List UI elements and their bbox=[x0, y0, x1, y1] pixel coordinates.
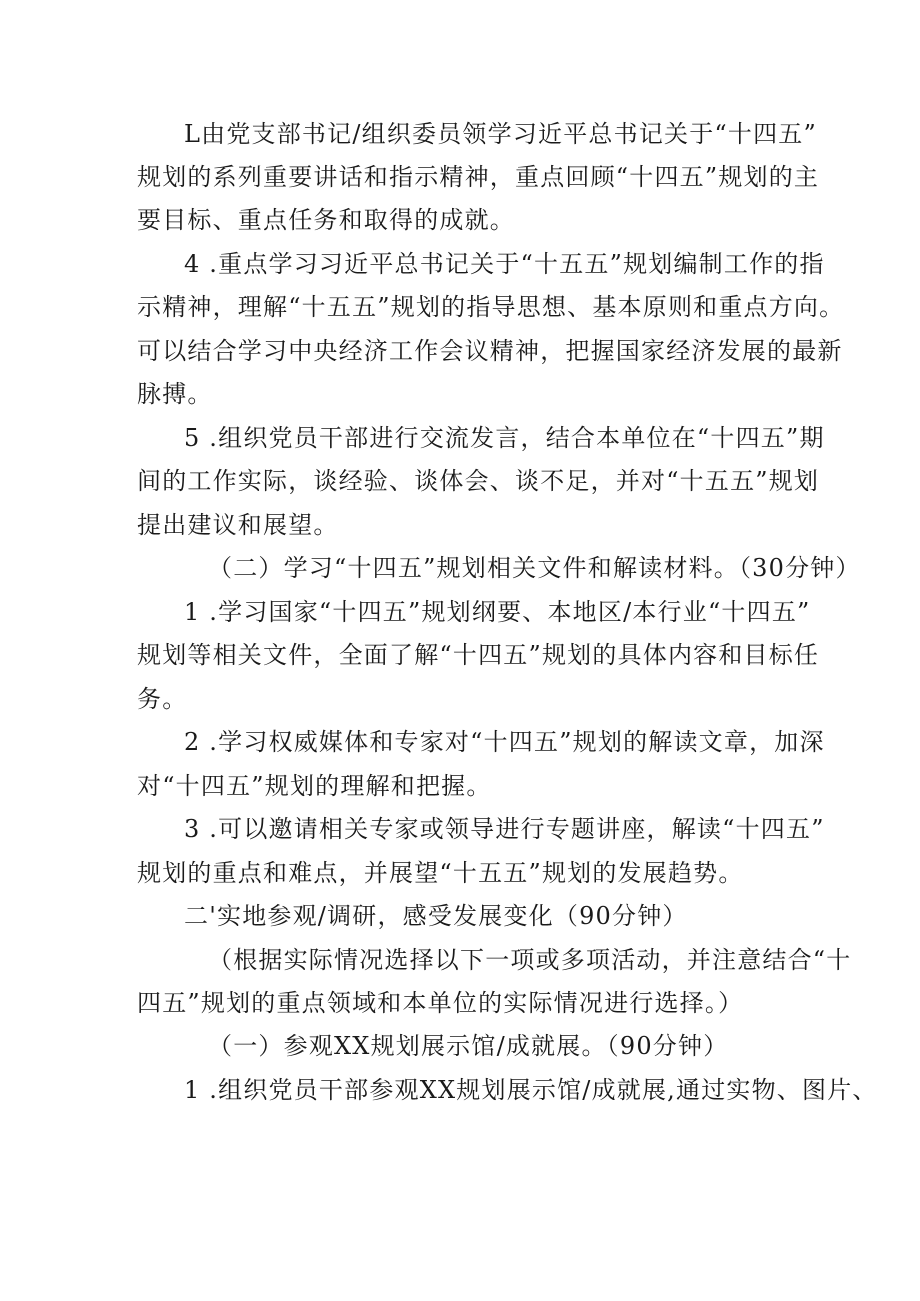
paragraph-line: 1 .学习国家“十四五”规划纲要、本地区/本行业“十四五” bbox=[184, 598, 811, 626]
paragraph-line: 务。 bbox=[137, 685, 188, 713]
section-heading: 二'实地参观/调研，感受发展变化（90分钟） bbox=[184, 902, 688, 930]
paragraph-line: 2 .学习权威媒体和专家对“十四五”规划的解读文章，加深 bbox=[184, 728, 825, 756]
paragraph-line: 1 .组织党员干部参观XX规划展示馆/成就展,通过实物、图片、 bbox=[184, 1076, 878, 1104]
section-heading: （一）参观XX规划展示馆/成就展。（90分钟） bbox=[208, 1032, 729, 1060]
paragraph-line: （根据实际情况选择以下一项或多项活动，并注意结合“十 bbox=[208, 946, 852, 974]
paragraph-line: 脉搏。 bbox=[137, 380, 213, 408]
paragraph-line: 提出建议和展望。 bbox=[137, 511, 339, 539]
paragraph-line: 间的工作实际，谈经验、谈体会、谈不足，并对“十五五”规划 bbox=[137, 467, 820, 495]
paragraph-line: 对“十四五”规划的理解和把握。 bbox=[137, 772, 492, 800]
paragraph-line: 规划的重点和难点，并展望“十五五”规划的发展趋势。 bbox=[137, 859, 744, 887]
paragraph-line: 3 .可以邀请相关专家或领导进行专题讲座，解读“十四五” bbox=[184, 815, 825, 843]
paragraph-line: 可以结合学习中央经济工作会议精神，把握国家经济发展的最新 bbox=[137, 337, 843, 365]
paragraph-line: 示精神，理解“十五五”规划的指导思想、基本原则和重点方向。 bbox=[137, 293, 845, 321]
section-heading: （二）学习“十四五”规划相关文件和解读材料。（30分钟） bbox=[208, 554, 861, 582]
paragraph-line: 规划等相关文件，全面了解“十四五”规划的具体内容和目标任 bbox=[137, 641, 820, 669]
paragraph-line: 规划的系列重要讲话和指示精神，重点回顾“十四五”规划的主 bbox=[137, 163, 820, 191]
paragraph-line: 要目标、重点任务和取得的成就。 bbox=[137, 206, 515, 234]
paragraph-line: 5 .组织党员干部进行交流发言，结合本单位在“十四五”期 bbox=[184, 424, 825, 452]
paragraph-line: 四五”规划的重点领域和本单位的实际情况进行选择。） bbox=[137, 989, 744, 1017]
paragraph-line: 4 .重点学习习近平总书记关于“十五五”规划编制工作的指 bbox=[184, 250, 825, 278]
paragraph-line: L由党支部书记/组织委员领学习近平总书记关于“十四五” bbox=[184, 120, 817, 148]
